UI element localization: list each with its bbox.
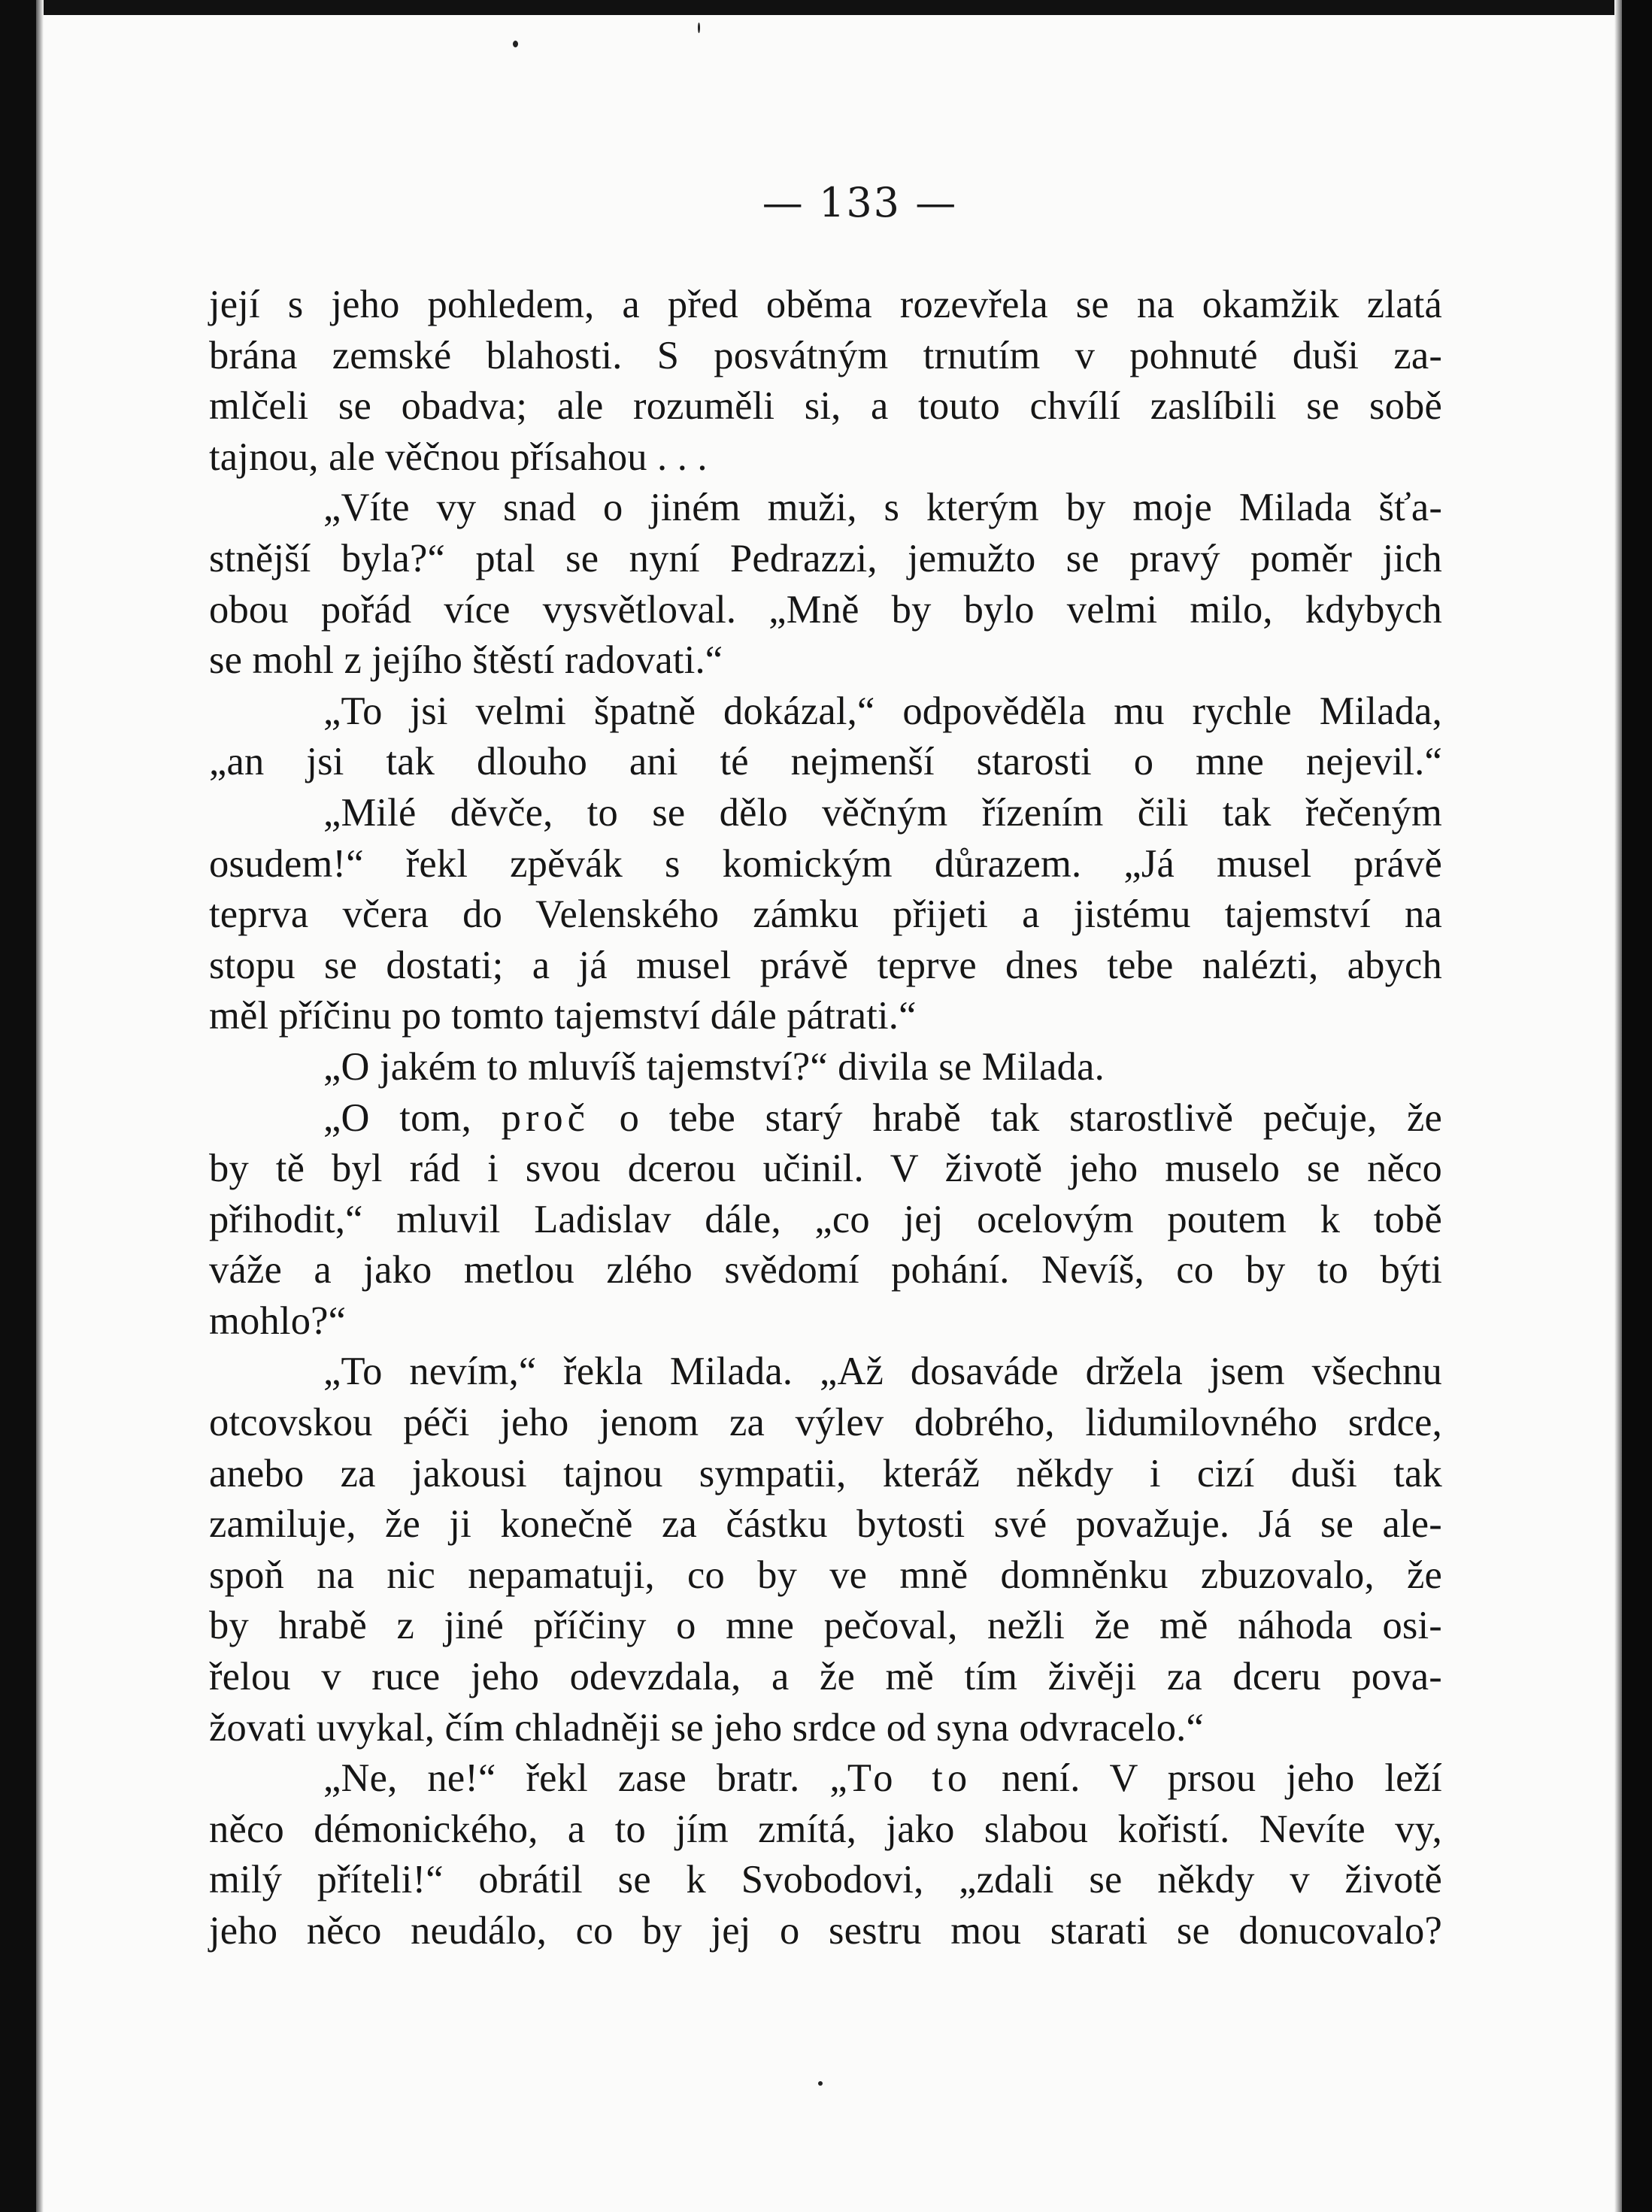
scan-speck [818,2081,823,2086]
text-line: brána zemské blahosti. S posvátným trnutím v pohnuté duši za- [209,333,1442,377]
text-line: „an jsi tak dlouho ani té nejmenší starosti o mne nejevil.“ [209,740,1442,784]
text-line: „Milé děvče, to se dělo věčným řízením čili tak řečeným [323,790,1442,835]
text-line: řelou v ruce jeho odevzdala, a že mě tím živěji za dceru pova- [209,1655,1442,1699]
page-number: — 133 — [762,179,958,226]
scan-speck [513,41,518,47]
text-line: anebo za jakousi tajnou sympatii, kteráž někdy i cizí duši tak [209,1451,1442,1495]
scan-shadow-left [36,0,44,2212]
text-line: žovati uvykal, čím chladněji se jeho srdce od syna odvracelo.“ [209,1705,1204,1750]
text-line: stopu se dostati; a já musel právě teprve dnes tebe nalézti, abych [209,943,1442,987]
text-line [209,1093,1442,1144]
scan-shadow-right [1614,0,1622,2212]
text-fragment: o tebe starý hrabě tak starostlivě pečuje, že [589,1095,1442,1140]
scan-edge-top [0,0,1652,15]
text-line: její s jeho pohledem, a před oběma rozevřela se na okamžik zlatá [209,283,1442,326]
emphasized-word: To to [847,1756,972,1801]
text-line: zamiluje, že ji konečně za částku bytosti své považuje. Já se ale- [209,1502,1442,1547]
text-line: měl příčinu po tomto tajemství dále pátrati.“ [209,994,917,1038]
text-line: „O jakém to mluvíš tajemství?“ divila se Milada. [323,1044,1105,1089]
text-line [209,1753,1442,1804]
text-line: stnější byla?“ ptal se nyní Pedrazzi, jemužto se pravý poměr jich [209,536,1442,580]
text-line: něco démonického, a to jím zmítá, jako slabou kořistí. Nevíte vy, [209,1807,1442,1851]
text-line: by tě byl rád i svou dcerou učinil. V životě jeho muselo se něco [209,1147,1442,1191]
text-fragment: „O tom, [323,1095,502,1140]
text-line: teprva včera do Velenského zámku přijeti a jistému tajemství na [209,892,1442,937]
text-line: obou pořád více vysvětloval. „Mně by bylo velmi milo, kdybych [209,587,1442,632]
text-fragment: není. V prsou jeho leží [971,1756,1442,1801]
text-line: osudem!“ řekl zpěvák s komickým důrazem. „Já musel právě [209,841,1442,886]
emphasized-word: proč [501,1095,590,1140]
scan-speck [698,23,700,33]
text-line: mlčeli se obadva; ale rozuměli si, a touto chvílí zaslíbili se sobě [209,384,1442,429]
text-line: „To jsi velmi špatně dokázal,“ odpověděla mu rychle Milada, [323,689,1442,733]
text-line: spoň na nic nepamatuji, co by ve mně domněnku zbuzovalo, že [209,1553,1442,1597]
text-line: mohlo?“ [209,1298,347,1343]
text-line: jeho něco neudálo, co by jej o sestru mou starati se donucovalo? [209,1909,1442,1953]
text-line: otcovskou péči jeho jenom za výlev dobrého, lidumilovného srdce, [209,1401,1442,1445]
scan-edge-left [0,0,36,2212]
text-line: přihodit,“ mluvil Ladislav dále, „co jej ocelovým poutem k tobě [209,1197,1442,1241]
text-line: váže a jako metlou zlého svědomí pohání. Nevíš, co by to býti [209,1248,1442,1292]
text-line: „Víte vy snad o jiném muži, s kterým by moje Milada šťa- [323,486,1442,530]
text-line: milý příteli!“ obrátil se k Svobodovi, „zdali se někdy v životě [209,1858,1442,1902]
scan-edge-right [1622,0,1652,2212]
text-line: se mohl z jejího štěstí radovati.“ [209,638,723,683]
text-line: by hrabě z jiné příčiny o mne pečoval, nežli že mě náhoda osi- [209,1604,1442,1648]
text-line: tajnou, ale věčnou přísahou . . . [209,435,708,479]
text-fragment: „Ne, ne!“ řekl zase bratr. „ [323,1756,847,1801]
text-line: „To nevím,“ řekla Milada. „Až dosaváde držela jsem všechnu [323,1350,1442,1394]
body-text [209,280,1442,1957]
